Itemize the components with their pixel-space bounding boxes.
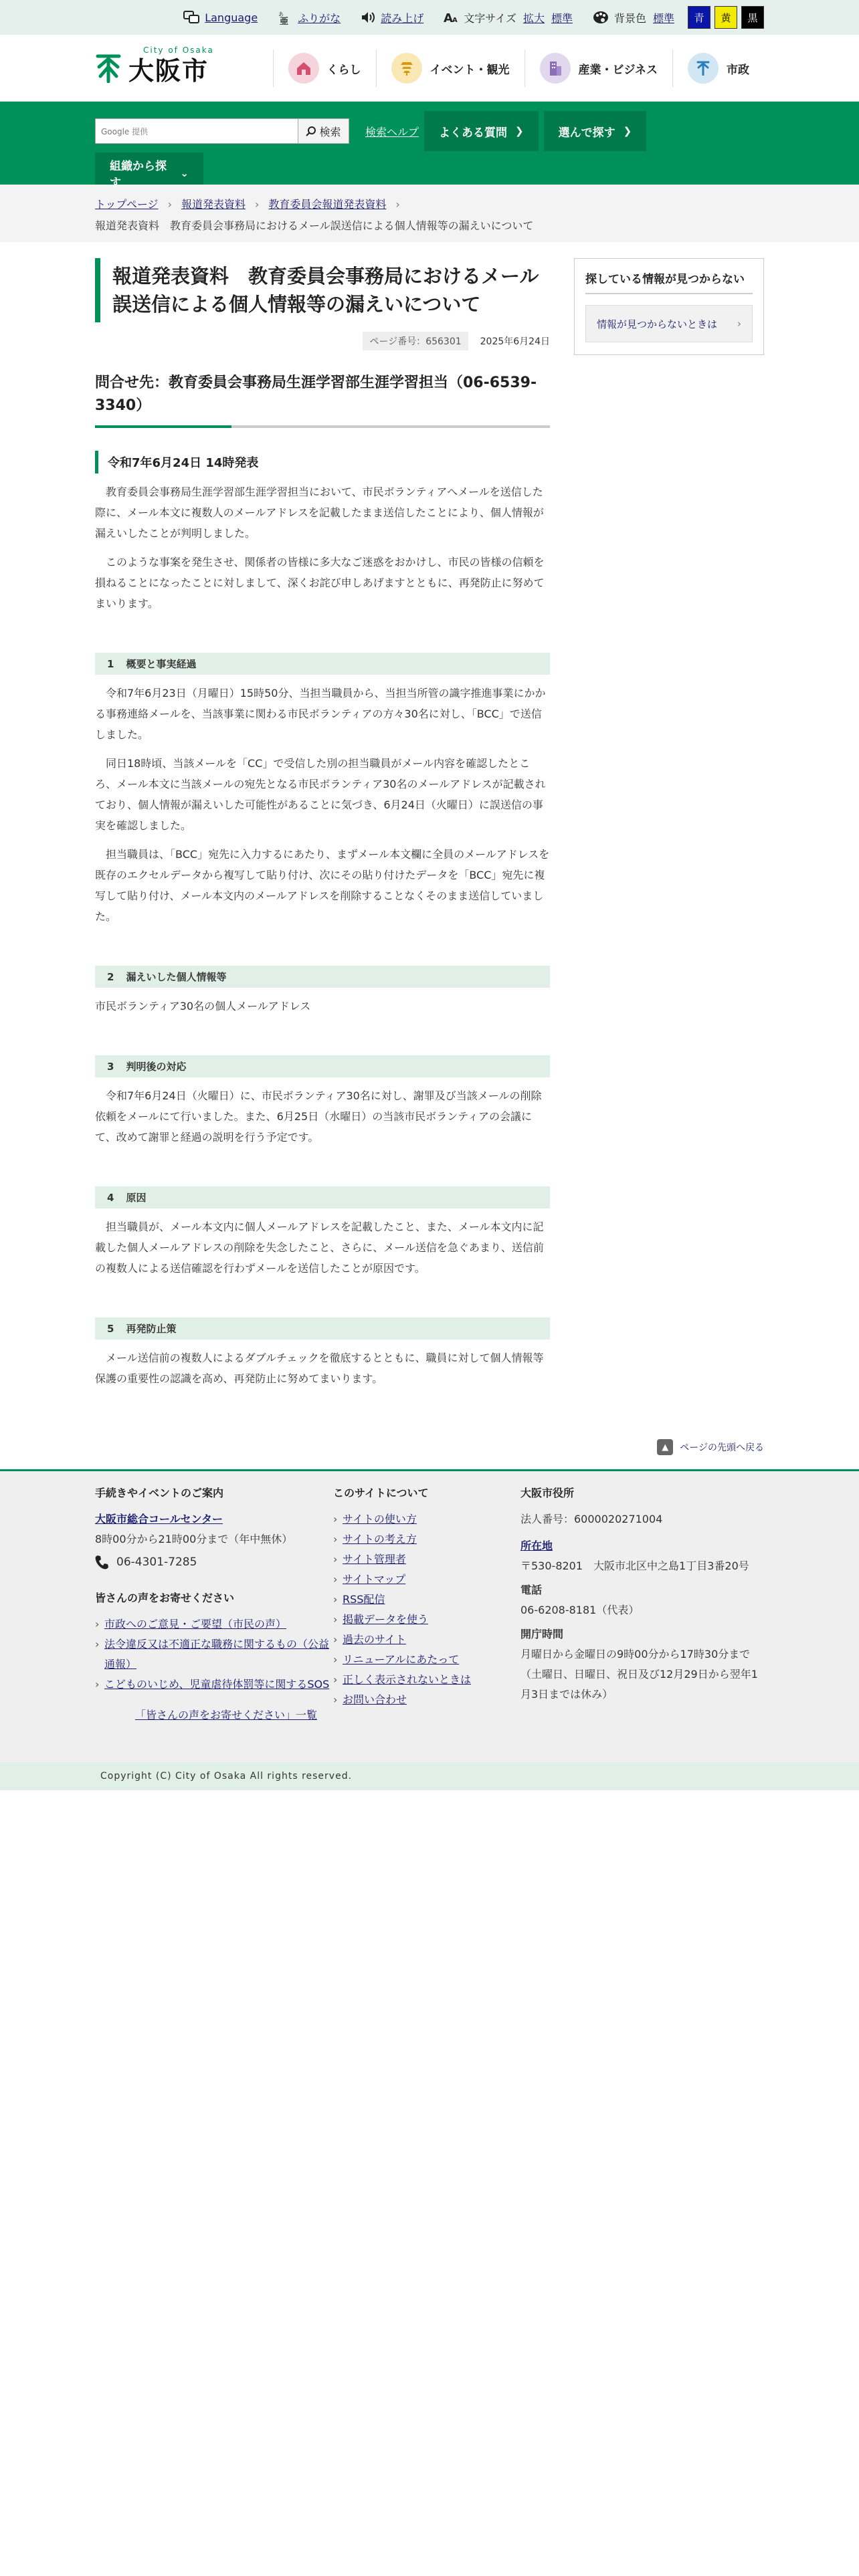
house-icon <box>288 53 319 84</box>
location-link[interactable]: 所在地 <box>520 1539 553 1552</box>
search-button[interactable] <box>298 118 349 144</box>
open-hours-label: 開庁時間 <box>520 1628 564 1640</box>
voice-more-link[interactable]: 「皆さんの声をお寄せください」一覧 <box>135 1709 318 1721</box>
breadcrumb-separator: › <box>167 198 172 211</box>
furigana-icon <box>278 10 292 25</box>
section-paragraph: 同日18時頃、当該メールを「CC」で受信した別の担当職員がメール内容を確認したところ、メール本文に当該メールの宛先となる市民ボランティア30名のメールアドレスが記載されており、個人情報が漏えいした可能性があることに気づき、6月24日（火曜日）に誤送信の事実を確認しました。 <box>95 757 546 832</box>
intro-paragraph: このような事案を発生させ、関係者の皆様に多大なご迷惑をおかけし、市民の皆様の信頼を損ねることになったことに対しまして、深くお詫び申しあげますとともに、再発防止に努めてまいります。 <box>95 556 545 610</box>
footer-guide-column <box>95 1485 333 1722</box>
section-heading: 2 漏えいした個人情報等 <box>95 966 550 988</box>
article <box>95 258 550 1389</box>
page-number: ページ番号：656301 <box>363 332 468 350</box>
voice-link-item <box>95 1634 333 1675</box>
breadcrumb-separator: › <box>254 198 260 211</box>
site-link[interactable]: RSS配信 <box>343 1593 385 1606</box>
chevron-right-icon: ❯ <box>623 125 632 137</box>
breadcrumb-current: 報道発表資料 教育委員会事務局におけるメール誤送信による個人情報等の漏えいについて <box>95 219 534 232</box>
font-size-label: 文字サイズ <box>464 11 516 25</box>
section-paragraph: 令和7年6月23日（月曜日）15時50分、当担当職員から、当担当所管の識字推進事業にかかる事務連絡メールを、当該事業に関わる市民ボランティアの方々30名に対し、「BCC」で送信しました。 <box>95 687 546 741</box>
copyright-bar <box>0 1762 859 1790</box>
gnav-kurashi[interactable] <box>273 49 376 87</box>
site-link-item <box>333 1570 520 1590</box>
open-hours: 月曜日から金曜日の9時00分から17時30分まで <box>520 1648 751 1660</box>
page-title: 報道発表資料 教育委員会事務局におけるメール誤送信による個人情報等の漏えいについて <box>112 265 539 316</box>
site-link-item <box>333 1549 520 1570</box>
section-heading: 1 概要と事実経過 <box>95 653 550 675</box>
site-link[interactable]: 正しく表示されないときは <box>343 1673 472 1686</box>
choose-button[interactable] <box>544 111 647 151</box>
site-link[interactable]: 掲載データを使う <box>343 1613 429 1626</box>
bg-color-label: 背景色 <box>613 11 646 25</box>
language-link[interactable]: Language <box>205 11 258 24</box>
site-links <box>333 1509 520 1710</box>
logo-name: 大阪市 <box>128 56 209 86</box>
breadcrumb-press[interactable]: 報道発表資料 <box>181 198 246 211</box>
corporate-number: 法人番号：6000020271004 <box>520 1513 663 1525</box>
section-heading: 3 判明後の対応 <box>95 1055 550 1077</box>
choose-label: 選んで探す <box>558 126 615 140</box>
svg-text:亜: 亜 <box>280 17 289 25</box>
open-hours-note: （土曜日、日曜日、祝日及び12月29日から翌年1月3日までは休み） <box>520 1668 758 1701</box>
bg-color-group <box>593 6 764 29</box>
not-found-box <box>574 258 764 355</box>
gnav-label: 産業・ビジネス <box>578 63 658 77</box>
site-link[interactable]: 過去のサイト <box>343 1633 406 1646</box>
page-top-label: ページの先頭へ戻る <box>680 1442 764 1453</box>
call-center-phone: 06-4301-7285 <box>95 1555 333 1570</box>
search-button-label: 検索 <box>319 125 341 138</box>
gnav-event[interactable] <box>376 49 524 87</box>
site-link[interactable]: サイトの考え方 <box>343 1533 417 1545</box>
org-label: 組織から探す <box>110 160 167 190</box>
copyright: Copyright (C) City of Osaka All rights reserved. <box>100 1771 353 1782</box>
chevron-right-icon: › <box>737 318 741 330</box>
gnav-label: 市政 <box>727 63 749 77</box>
gnav-shisei[interactable] <box>672 49 764 87</box>
global-nav <box>273 49 765 87</box>
breadcrumb-top[interactable]: トップページ <box>95 198 159 211</box>
section-paragraph: 市民ボランティア30名の個人メールアドレス <box>95 1000 311 1012</box>
svg-text:A: A <box>452 17 458 24</box>
font-size-group <box>444 10 573 25</box>
site-link-item <box>333 1630 520 1650</box>
breadcrumb-separator: › <box>395 198 400 211</box>
site-logo[interactable] <box>95 45 214 87</box>
bg-standard-link[interactable]: 標準 <box>652 11 674 25</box>
search-band <box>0 102 859 190</box>
font-size-standard-link[interactable]: 標準 <box>551 11 573 25</box>
call-center-link[interactable]: 大阪市総合コールセンター <box>95 1513 223 1525</box>
arrow-up-icon: ▲ <box>657 1439 673 1455</box>
office-tel: 06-6208-8181（代表） <box>520 1604 640 1616</box>
voice-title: 皆さんの声をお寄せください <box>95 1592 235 1604</box>
section-heading: 4 原因 <box>95 1186 550 1208</box>
gnav-label: くらし <box>326 63 361 77</box>
footer-site-title: このサイトについて <box>333 1487 429 1499</box>
font-size-icon <box>444 11 458 24</box>
site-link-item <box>333 1670 520 1690</box>
read-aloud-link[interactable]: 読み上げ <box>381 11 424 25</box>
chevron-right-icon: ❯ <box>515 125 524 137</box>
palette-icon <box>593 11 609 24</box>
site-link-item <box>333 1610 520 1630</box>
publish-date: 2025年6月24日 <box>480 336 550 347</box>
voice-link[interactable]: 法令違反又は不適正な職務に関するもの（公益通報） <box>104 1638 330 1671</box>
speaker-icon <box>361 11 375 24</box>
footer-site-column <box>333 1485 520 1722</box>
voice-link-item <box>95 1675 333 1695</box>
sidebar <box>574 258 764 1389</box>
logo-subtitle: City of Osaka <box>143 45 214 55</box>
site-link-item <box>333 1690 520 1710</box>
gnav-business[interactable] <box>524 49 673 87</box>
building-icon <box>540 53 571 84</box>
furigana-item[interactable] <box>278 10 341 25</box>
language-item[interactable] <box>183 10 258 25</box>
bg-blue-button[interactable]: 青 <box>688 6 710 29</box>
voice-link[interactable]: 市政へのご意見・ご要望（市民の声） <box>104 1618 287 1630</box>
bg-black-button[interactable]: 黒 <box>741 6 764 29</box>
breadcrumb-edu-press[interactable]: 教育委員会報道発表資料 <box>268 198 387 211</box>
utility-bar <box>0 0 859 35</box>
section-paragraph: 担当職員が、メール本文内に個人メールアドレスを記載したこと、また、メール本文内に記載した個人メールアドレスの削除を失念したこと、さらに、メール送信を急ぐあまり、送信前の複数人による送信確認を行わずメールを送信したことが原因です。 <box>95 1220 544 1275</box>
office-address: 〒530-8201 大阪市北区中之島1丁目3番20号 <box>520 1560 749 1572</box>
footer-office-column <box>520 1485 764 1722</box>
phone-icon <box>95 1555 108 1570</box>
breadcrumb <box>0 185 859 242</box>
language-icon <box>183 10 199 25</box>
voice-links <box>95 1614 333 1695</box>
announcement-heading: 令和7年6月24日 14時発表 <box>95 451 550 473</box>
faq-label: よくある質問 <box>439 126 508 140</box>
footer-guide-title: 手続きやイベントのご案内 <box>95 1487 224 1499</box>
section-paragraph: 令和7年6月24日（火曜日）に、市民ボランティア30名に対し、謝罪及び当該メールの削除依頼をメールにて行いました。また、6月25日（水曜日）の当該市民ボランティアの会議にて、改めて謝罪と経過の説明を行う予定です。 <box>95 1089 542 1144</box>
site-link[interactable]: サイトマップ <box>343 1573 406 1586</box>
voice-link-item <box>95 1614 333 1634</box>
not-found-link[interactable] <box>585 305 753 342</box>
search-placeholder: Google 提供 <box>101 126 149 136</box>
search-help-link[interactable]: 検索ヘルプ <box>365 125 419 138</box>
site-link-item <box>333 1650 520 1670</box>
site-link[interactable]: サイト管理者 <box>343 1553 406 1566</box>
read-aloud-item[interactable] <box>361 10 423 25</box>
footer-office-title: 大阪市役所 <box>520 1487 575 1499</box>
site-link-item <box>333 1509 520 1529</box>
tel-label: 電話 <box>520 1584 543 1596</box>
bg-yellow-button[interactable]: 黄 <box>714 6 737 29</box>
site-link[interactable]: リニューアルにあたって <box>343 1653 460 1666</box>
furigana-link[interactable]: ふりがな <box>298 11 341 25</box>
faq-button[interactable] <box>424 111 539 151</box>
search-input[interactable] <box>95 118 298 144</box>
search-icon <box>306 126 316 136</box>
voice-link[interactable]: こどものいじめ、児童虐待体罰等に関するSOS <box>104 1678 330 1691</box>
svg-text:あ: あ <box>278 11 284 17</box>
article-meta <box>95 332 550 350</box>
section-paragraph: 担当職員は、「BCC」宛先に入力するにあたり、まずメール本文欄に全員のメールアドレスを既存のエクセルデータから複写して貼り付け、次にその貼り付けたデータを「BCC」宛先に複写して貼り付け、メール本文内のメールアドレスを削除することなくそのまま送信していました。 <box>95 848 550 923</box>
pagoda-icon <box>391 53 422 84</box>
section-paragraph: メール送信前の複数人によるダブルチェックを徹底するとともに、職員に対して個人情報等保護の重要性の認識を高め、再発防止に努めてまいります。 <box>95 1352 544 1385</box>
site-link-item <box>333 1529 520 1549</box>
osaka-emblem-icon <box>95 53 122 83</box>
site-link-item <box>333 1590 520 1610</box>
contact-heading: 問合せ先：教育委員会事務局生涯学習部生涯学習担当（06-6539-3340） <box>95 372 550 428</box>
call-center-hours: 8時00分から21時00分まで（年中無休） <box>95 1533 293 1545</box>
intro-paragraph: 教育委員会事務局生涯学習部生涯学習担当において、市民ボランティアへメールを送信した際に、メール本文に複数人のメールアドレスを記載したまま送信したことにより、個人情報が漏えいしたことが判明しました。 <box>95 486 544 540</box>
gnav-label: イベント・観光 <box>430 63 510 77</box>
section-heading: 5 再発防止策 <box>95 1317 550 1339</box>
font-size-large-link[interactable]: 拡大 <box>522 11 545 25</box>
not-found-link-label: 情報が見つからないときは <box>597 318 718 330</box>
main-area <box>95 242 764 1389</box>
site-link[interactable]: サイトの使い方 <box>343 1513 417 1525</box>
chevron-down-icon: ⌄ <box>180 167 189 179</box>
page-title-box <box>95 258 550 322</box>
site-header <box>0 35 859 102</box>
site-link[interactable]: お問い合わせ <box>343 1693 407 1706</box>
city-emblem-icon <box>688 53 719 84</box>
not-found-title: 探している情報が見つからない <box>585 270 753 294</box>
site-footer <box>0 1469 859 1762</box>
page-top-link[interactable] <box>95 1437 764 1457</box>
svg-text:A: A <box>444 11 454 24</box>
